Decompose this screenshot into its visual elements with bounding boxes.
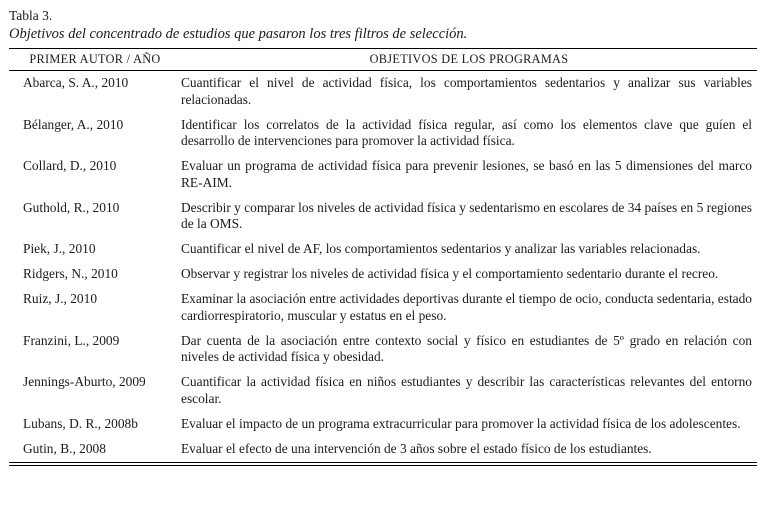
objective-cell: Describir y comparar los niveles de actividad física y sedentarismo en escolares de 34 países en 5 regiones de la OMS.: [181, 199, 752, 231]
table-row: [9, 370, 757, 412]
author-year-cell: Gutin, B., 2008: [23, 440, 106, 456]
author-year-cell: Jennings-Aburto, 2009: [23, 374, 146, 389]
header-row: [9, 49, 757, 71]
author-year-cell: Piek, J., 2010: [23, 241, 96, 256]
author-year-cell: Guthold, R., 2010: [23, 199, 120, 215]
objective-cell: Dar cuenta de la asociación entre contexto social y físico en estudiantes de 5º grado en relación con niveles de actividad física y obesidad.: [181, 332, 752, 364]
objective-cell: Cuantificar el nivel de actividad física, los comportamientos sedentarios y analizar sus variables relacionadas.: [181, 75, 752, 107]
author-year-cell: Ruiz, J., 2010: [23, 291, 98, 306]
author-year-cell: Collard, D., 2010: [23, 158, 117, 173]
table-row: [9, 329, 757, 371]
table-row: [9, 437, 757, 464]
table-row: [9, 154, 757, 196]
objective-cell: Observar y registrar los niveles de actividad física y el comportamiento sedentario durante el recreo.: [181, 266, 719, 281]
objective-cell: Cuantificar la actividad física en niños estudiantes y describir las características relevantes del entorno escolar.: [181, 374, 752, 406]
table-caption: Objetivos del concentrado de estudios que pasaron los tres filtros de selección.: [9, 26, 468, 42]
author-year-cell: Abarca, S. A., 2010: [23, 75, 129, 90]
table-row: [9, 262, 757, 287]
column-header-objectives: OBJETIVOS DE LOS PROGRAMAS: [181, 49, 757, 71]
table-row: [9, 113, 757, 155]
objective-cell: Evaluar el impacto de un programa extracurricular para promover la actividad física de los adolescentes.: [181, 415, 741, 431]
column-header-author-year: PRIMER AUTOR / AÑO: [9, 49, 181, 71]
objective-cell: Evaluar un programa de actividad física para prevenir lesiones, se basó en las 5 dimensiones del marco RE-AIM.: [181, 158, 752, 190]
objective-cell: Evaluar el efecto de una intervención de 3 años sobre el estado físico de los estudiantes.: [181, 440, 652, 456]
table-row: [9, 196, 757, 238]
author-year-cell: Lubans, D. R., 2008b: [23, 415, 138, 431]
table-label: Tabla 3.: [9, 8, 53, 23]
table-header: [9, 49, 757, 71]
table-body: [9, 71, 757, 464]
author-year-cell: Ridgers, N., 2010: [23, 266, 118, 281]
table-row: [9, 412, 757, 437]
author-year-cell: Franzini, L., 2009: [23, 332, 120, 348]
objective-cell: Examinar la asociación entre actividades deportivas durante el tiempo de ocio, conducta sedentaria, estado cardiorrespiratorio, muscular y estatus en el peso.: [181, 291, 752, 323]
objectives-table: [9, 48, 757, 466]
table-row: [9, 237, 757, 262]
table-row: [9, 287, 757, 329]
author-year-cell: Bélanger, A., 2010: [23, 116, 124, 132]
objective-cell: Cuantificar el nivel de AF, los comportamientos sedentarios y analizar las variables relacionadas.: [181, 241, 701, 256]
objective-cell: Identificar los correlatos de la actividad física regular, así como los elementos clave que guíen el desarrollo de intervenciones para promover la actividad física.: [181, 116, 752, 148]
table-row: [9, 71, 757, 113]
